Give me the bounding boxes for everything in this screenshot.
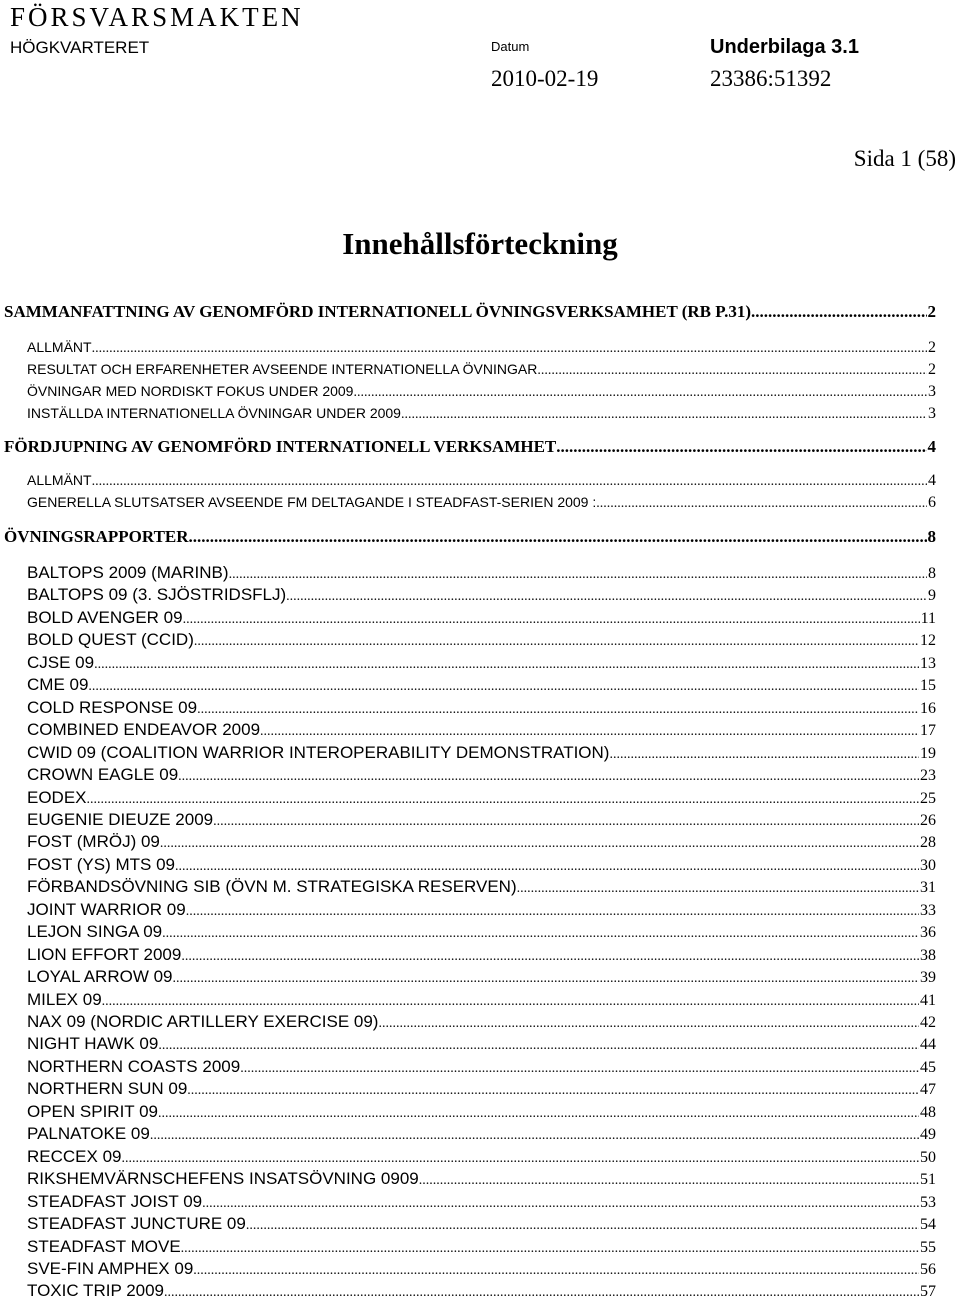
toc-entry[interactable] xyxy=(27,945,936,965)
toc-dot-leader xyxy=(556,437,926,457)
page-indicator: Sida 1 (58) xyxy=(853,146,956,171)
toc-entry[interactable] xyxy=(27,494,936,512)
toc-dot-leader xyxy=(175,859,919,875)
toc-entry-title: BOLD AVENGER 09 xyxy=(27,607,183,627)
toc-dot-leader xyxy=(173,971,920,987)
toc-entry[interactable] xyxy=(27,900,936,920)
toc-entry-title: CWID 09 (COALITION WARRIOR INTEROPERABILITY DEMONSTRATION) xyxy=(27,742,610,762)
toc-entry[interactable] xyxy=(27,1259,936,1279)
toc-dot-leader xyxy=(162,926,919,942)
toc-entry-page: 23 xyxy=(920,767,936,785)
toc-entry-title: FÖRDJUPNING AV GENOMFÖRD INTERNATIONELL VERKSAMHET xyxy=(4,437,557,456)
toc-dot-leader xyxy=(401,407,927,423)
toc-dot-leader xyxy=(260,724,919,740)
toc-entry-page: 9 xyxy=(928,587,936,605)
toc-entry[interactable] xyxy=(27,720,936,740)
toc-entry[interactable] xyxy=(27,990,936,1010)
toc-entry-title: BOLD QUEST (CCID) xyxy=(27,630,194,650)
toc-dot-leader xyxy=(197,702,919,718)
toc-entry-title: LOYAL ARROW 09 xyxy=(27,967,173,987)
toc-entry[interactable] xyxy=(27,608,936,628)
toc-entry-page: 6 xyxy=(928,494,936,511)
toc-entry-page: 50 xyxy=(920,1148,936,1166)
organization-name: FÖRSVARSMAKTEN xyxy=(10,2,304,32)
toc-entry-title: FOST (YS) MTS 09 xyxy=(27,854,175,874)
toc-dot-leader xyxy=(92,474,927,490)
appendix-label: Underbilaga 3.1 xyxy=(710,36,859,58)
toc-entry-page: 55 xyxy=(920,1238,936,1256)
toc-entry-page: 38 xyxy=(920,946,936,964)
toc-entry-title: ALLMÄNT xyxy=(27,472,92,488)
toc-entry[interactable] xyxy=(27,967,936,987)
toc-dot-leader xyxy=(286,589,927,605)
toc-dot-leader xyxy=(537,363,927,379)
toc-entry[interactable] xyxy=(27,1237,936,1257)
toc-entry[interactable] xyxy=(27,1281,936,1301)
toc-entry-title: RESULTAT OCH ERFARENHETER AVSEENDE INTERNATIONELLA ÖVNINGAR xyxy=(27,361,538,377)
toc-dot-leader xyxy=(183,612,920,628)
toc-entry-page: 4 xyxy=(927,437,936,456)
toc-entry-title: ÖVNINGSRAPPORTER xyxy=(4,527,189,546)
toc-entry-title: NORTHERN SUN 09 xyxy=(27,1079,188,1099)
toc-entry[interactable] xyxy=(27,765,936,785)
toc-entry-page: 8 xyxy=(927,527,936,546)
toc-entry-page: 57 xyxy=(920,1283,936,1301)
toc-dot-leader xyxy=(419,1173,919,1189)
toc-entry[interactable] xyxy=(27,743,936,763)
toc-entry-page: 17 xyxy=(920,722,936,740)
toc-entry[interactable] xyxy=(27,698,936,718)
toc-dot-leader xyxy=(158,1106,919,1122)
toc-dot-leader xyxy=(202,1196,919,1212)
toc-entry-title: FOST (MRÖJ) 09 xyxy=(27,832,160,852)
toc-entry-title: NAX 09 (NORDIC ARTILLERY EXERCISE 09) xyxy=(27,1012,379,1031)
toc-entry-page: 28 xyxy=(920,834,936,852)
toc-entry-page: 3 xyxy=(928,383,936,400)
toc-entry[interactable] xyxy=(27,1124,936,1144)
toc-entry-title: PALNATOKE 09 xyxy=(27,1124,150,1144)
toc-entry[interactable] xyxy=(27,832,936,852)
toc-entry-title: SAMMANFATTNING AV GENOMFÖRD INTERNATIONELL ÖVNINGSVERKSAMHET (RB P.31) xyxy=(4,302,751,321)
toc-entry-title: COMBINED ENDEAVOR 2009 xyxy=(27,720,261,740)
toc-entry[interactable] xyxy=(27,922,936,942)
toc-entry-title: CME 09 xyxy=(27,675,89,695)
toc-entry-page: 31 xyxy=(920,879,936,897)
toc-entry-title: FÖRBANDSÖVNING SIB (ÖVN M. STRATEGISKA RESERVEN) xyxy=(27,877,517,897)
toc-dot-leader xyxy=(246,1218,919,1234)
page-title: Innehållsförteckning xyxy=(342,226,618,261)
toc-entry-page: 11 xyxy=(920,609,936,627)
toc-entry-title: EODEX xyxy=(27,787,87,807)
toc-dot-leader xyxy=(596,496,927,512)
toc-entry-page: 16 xyxy=(920,699,936,717)
toc-entry[interactable] xyxy=(27,585,936,605)
toc-entry[interactable] xyxy=(27,653,936,673)
toc-entry-page: 33 xyxy=(920,901,936,919)
toc-dot-leader xyxy=(87,792,919,808)
toc-entry[interactable] xyxy=(27,630,936,650)
toc-entry[interactable] xyxy=(27,810,936,830)
toc-entry[interactable] xyxy=(27,339,936,357)
toc-entry-title: NIGHT HAWK 09 xyxy=(27,1034,159,1054)
toc-entry[interactable] xyxy=(27,788,936,808)
document-number: 23386:51392 xyxy=(710,66,832,91)
toc-dot-leader xyxy=(178,769,919,785)
toc-entry-title: STEADFAST JUNCTURE 09 xyxy=(27,1214,246,1234)
toc-entry-title: ALLMÄNT xyxy=(27,339,92,355)
toc-entry[interactable] xyxy=(4,302,936,322)
toc-dot-leader xyxy=(353,385,927,401)
toc-entry-title: CJSE 09 xyxy=(27,652,95,672)
toc-entry-page: 13 xyxy=(920,654,936,672)
toc-entry-title: CROWN EAGLE 09 xyxy=(27,765,179,785)
toc-entry[interactable] xyxy=(27,1034,936,1054)
toc-entry-title: STEADFAST MOVE xyxy=(27,1236,181,1256)
toc-entry-title: GENERELLA SLUTSATSER AVSEENDE FM DELTAGANDE I STEADFAST-SERIEN 2009 : xyxy=(27,494,597,510)
toc-entry[interactable] xyxy=(27,1169,936,1189)
toc-dot-leader xyxy=(160,836,919,852)
toc-entry-page: 2 xyxy=(928,339,936,356)
toc-dot-leader xyxy=(517,881,919,897)
toc-dot-leader xyxy=(181,949,919,965)
toc-entry-page: 49 xyxy=(920,1126,936,1144)
toc-entry[interactable] xyxy=(27,1079,936,1099)
document-date: 2010-02-19 xyxy=(491,66,599,91)
toc-entry[interactable] xyxy=(27,675,936,695)
toc-entry-title: INSTÄLLDA INTERNATIONELLA ÖVNINGAR UNDER 2009 xyxy=(27,405,401,421)
toc-dot-leader xyxy=(240,1061,919,1077)
toc-dot-leader xyxy=(102,994,919,1010)
toc-entry-title: BALTOPS 09 (3. SJÖSTRIDSFLJ) xyxy=(27,585,287,605)
toc-dot-leader xyxy=(187,1083,919,1099)
toc-entry-title: JOINT WARRIOR 09 xyxy=(27,899,186,919)
toc-entry-page: 41 xyxy=(920,991,936,1009)
toc-entry-page: 36 xyxy=(920,924,936,942)
toc-dot-leader xyxy=(193,1263,919,1279)
toc-entry-page: 51 xyxy=(920,1171,936,1189)
toc-entry-title: BALTOPS 2009 (MARINB) xyxy=(27,563,229,582)
toc-entry[interactable] xyxy=(27,405,936,423)
toc-entry-title: TOXIC TRIP 2009 xyxy=(27,1281,165,1301)
date-label: Datum xyxy=(491,39,530,54)
toc-dot-leader xyxy=(92,341,927,357)
toc-entry-title: RIKSHEMVÄRNSCHEFENS INSATSÖVNING 0909 xyxy=(27,1169,419,1189)
toc-entry-page: 44 xyxy=(920,1036,936,1054)
toc-dot-leader xyxy=(194,634,919,650)
toc-entry[interactable] xyxy=(4,527,936,547)
toc-entry-page: 54 xyxy=(920,1216,936,1234)
toc-entry[interactable] xyxy=(27,472,936,490)
toc-entry[interactable] xyxy=(27,855,936,875)
toc-entry[interactable] xyxy=(27,383,936,401)
toc-entry-page: 53 xyxy=(920,1193,936,1211)
toc-entry[interactable] xyxy=(27,1147,936,1167)
toc-dot-leader xyxy=(94,657,919,673)
toc-dot-leader xyxy=(609,747,919,763)
toc-entry-title: NORTHERN COASTS 2009 xyxy=(27,1056,241,1076)
toc-entry-page: 47 xyxy=(920,1081,936,1099)
toc-dot-leader xyxy=(213,814,919,830)
toc-entry[interactable] xyxy=(27,1192,936,1212)
toc-entry-page: 15 xyxy=(920,677,936,695)
toc-entry-page: 56 xyxy=(920,1260,936,1278)
toc-entry-page: 4 xyxy=(928,472,936,489)
toc-entry-title: MILEX 09 xyxy=(27,989,102,1009)
toc-entry-page: 2 xyxy=(927,302,936,321)
toc-entry[interactable] xyxy=(27,563,936,583)
toc-entry-page: 25 xyxy=(920,789,936,807)
toc-dot-leader xyxy=(186,904,919,920)
toc-entry-page: 39 xyxy=(920,969,936,987)
toc-entry-page: 12 xyxy=(920,632,936,650)
toc-entry-page: 30 xyxy=(920,856,936,874)
toc-entry[interactable] xyxy=(27,1057,936,1077)
toc-dot-leader xyxy=(229,567,927,583)
toc-entry-title: EUGENIE DIEUZE 2009 xyxy=(27,809,214,829)
toc-entry[interactable] xyxy=(27,1012,936,1032)
toc-entry-page: 26 xyxy=(920,811,936,829)
toc-entry-title: COLD RESPONSE 09 xyxy=(27,697,198,717)
toc-entry-title: LEJON SINGA 09 xyxy=(27,922,163,942)
toc-dot-leader xyxy=(150,1128,919,1144)
toc-entry-page: 19 xyxy=(920,744,936,762)
toc-entry-title: ÖVNINGAR MED NORDISKT FOKUS UNDER 2009 xyxy=(27,383,354,399)
toc-entry[interactable] xyxy=(4,437,936,457)
toc-entry-title: RECCEX 09 xyxy=(27,1146,122,1166)
toc-entry-page: 2 xyxy=(928,361,936,378)
toc-entry[interactable] xyxy=(27,877,936,897)
toc-entry[interactable] xyxy=(27,1214,936,1234)
toc-entry-title: STEADFAST JOIST 09 xyxy=(27,1191,203,1211)
toc-entry-title: LION EFFORT 2009 xyxy=(27,944,182,964)
toc-dot-leader xyxy=(158,1038,919,1054)
toc-dot-leader xyxy=(378,1016,919,1032)
toc-entry-title: OPEN SPIRIT 09 xyxy=(27,1101,159,1121)
toc-entry-page: 8 xyxy=(928,565,936,582)
toc-entry-page: 42 xyxy=(920,1014,936,1031)
toc-dot-leader xyxy=(121,1151,919,1167)
toc-dot-leader xyxy=(181,1241,919,1257)
toc-dot-leader xyxy=(751,302,927,322)
unit-name: HÖGKVARTERET xyxy=(10,38,150,57)
toc-entry-page: 45 xyxy=(920,1058,936,1076)
toc-entry-page: 3 xyxy=(928,405,936,422)
toc-entry[interactable] xyxy=(27,361,936,379)
toc-entry[interactable] xyxy=(27,1102,936,1122)
toc-dot-leader xyxy=(88,679,919,695)
toc-entry-page: 48 xyxy=(920,1103,936,1121)
toc-dot-leader xyxy=(189,527,927,547)
toc-entry-title: SVE-FIN AMPHEX 09 xyxy=(27,1258,194,1278)
